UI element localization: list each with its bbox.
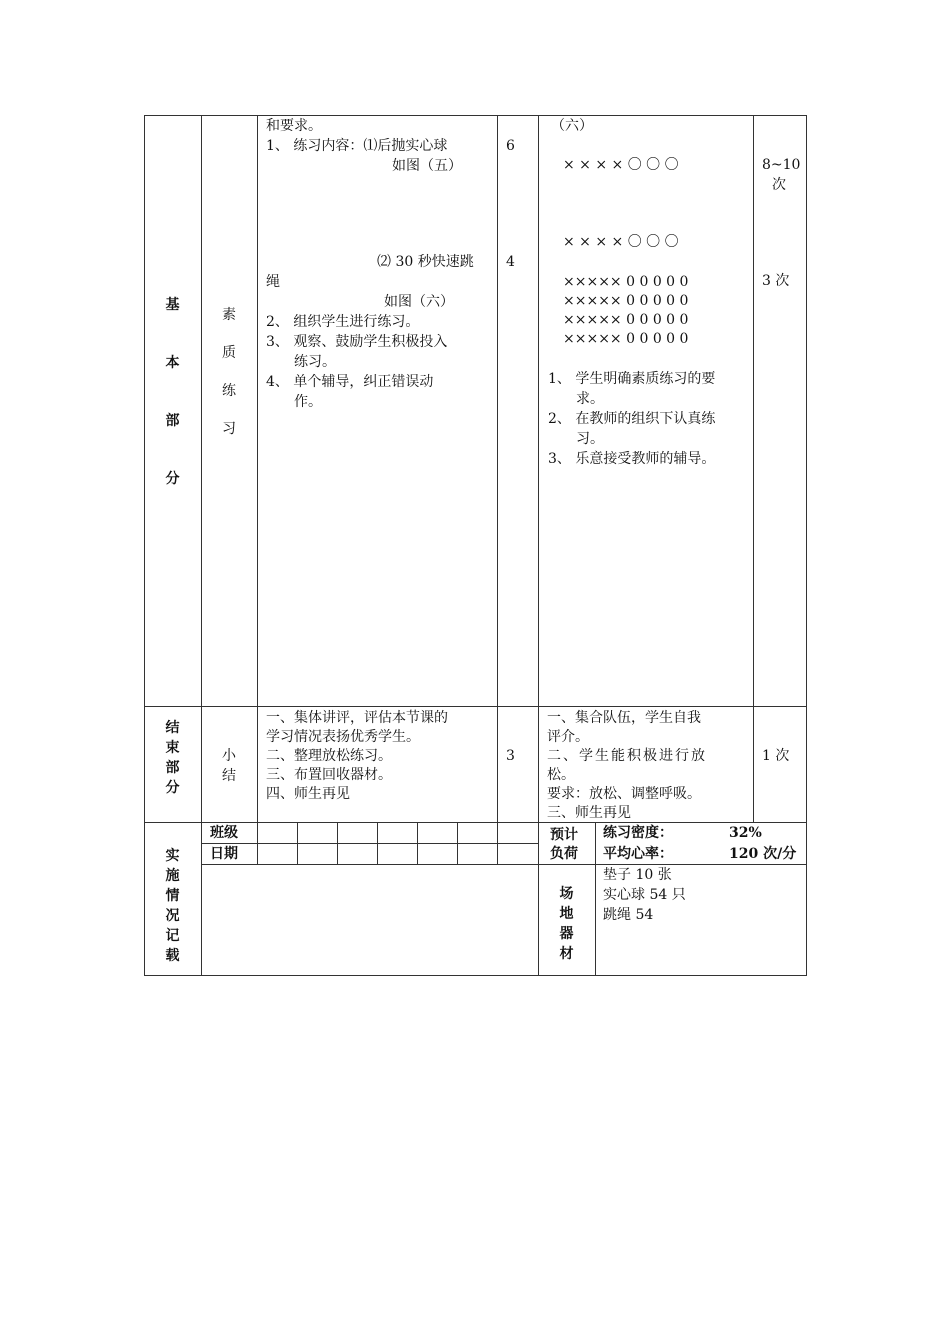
- label-char: 况: [165, 908, 180, 924]
- label-char: 分: [165, 471, 180, 487]
- end-org-line: 评介。: [547, 729, 589, 745]
- end-content-line: 四、师生再见: [266, 786, 350, 802]
- label-char: 记: [165, 928, 180, 944]
- load-label: 预计: [550, 827, 578, 843]
- grid-line: [297, 822, 298, 864]
- equipment-item: 跳绳 54: [603, 907, 654, 923]
- time-value: 3: [506, 748, 515, 764]
- col-divider-1: [201, 115, 202, 976]
- label-char: 结: [222, 768, 236, 784]
- equipment-item: 实心球 54 只: [603, 887, 686, 903]
- table-border-bottom: [144, 975, 806, 976]
- label-char: 素: [222, 307, 236, 323]
- count-value: 3 次: [762, 273, 790, 289]
- main-content-line: 和要求。: [266, 118, 322, 134]
- end-org-line: 松。: [547, 767, 575, 783]
- main-content-line: 练习。: [294, 354, 336, 370]
- heart-rate-label: 平均心率：: [603, 846, 673, 862]
- label-char: 习: [222, 421, 236, 437]
- label-char: 材: [559, 946, 574, 962]
- formation-row: × × × × 〇 〇 〇: [563, 234, 679, 250]
- label-char: 练: [222, 383, 236, 399]
- count-value: 1 次: [762, 748, 790, 764]
- section-label-record: [144, 846, 201, 966]
- density-label: 练习密度：: [603, 825, 673, 841]
- label-char: 情: [165, 888, 180, 904]
- equipment-item: 垫子 10 张: [603, 867, 672, 883]
- formation-row: × × × × 〇 〇 〇: [563, 157, 679, 173]
- main-content-line: 4、 单个辅导，纠正错误动: [266, 374, 434, 390]
- label-char: 基: [165, 297, 180, 313]
- table-border-right: [806, 115, 807, 976]
- formation-grid-row: ××××× 0 0 0 0 0: [563, 312, 689, 328]
- main-content-line: 如图（五）: [392, 158, 462, 174]
- requirement-line: 3、 乐意接受教师的辅导。: [548, 451, 716, 467]
- requirement-line: 2、 在教师的组织下认真练: [548, 411, 716, 427]
- label-char: 束: [165, 740, 180, 756]
- table-border-top: [144, 115, 806, 116]
- col-divider-4: [538, 115, 539, 976]
- label-char: 小: [222, 748, 236, 764]
- col-divider-3: [497, 115, 498, 865]
- formation-figure-label: （六）: [551, 118, 593, 134]
- grid-line: [257, 822, 258, 864]
- end-content-line: 三、布置回收器材。: [266, 767, 392, 783]
- main-content-line: ⑵ 30 秒快速跳: [377, 254, 474, 270]
- end-org-line: 三、师生再见: [547, 805, 631, 821]
- label-char: 实: [165, 848, 180, 864]
- time-value: 4: [506, 254, 515, 270]
- main-content-line: 1、 练习内容：⑴后抛实心球: [266, 138, 448, 154]
- sub-label-end: [201, 746, 257, 786]
- label-char: 分: [165, 780, 180, 796]
- equipment-label: [538, 884, 595, 964]
- density-value: 32%: [729, 825, 762, 841]
- label-char: 质: [222, 345, 236, 361]
- label-char: 场: [559, 886, 574, 902]
- record-inner-divider: [201, 864, 806, 865]
- end-content-line: 一、集体讲评，评估本节课的: [266, 710, 448, 726]
- label-char: 部: [165, 760, 180, 776]
- load-label: 负荷: [550, 846, 578, 862]
- grid-line: [417, 822, 418, 864]
- end-content-line: 二、整理放松练习。: [266, 748, 392, 764]
- formation-grid-row: ××××× 0 0 0 0 0: [563, 293, 689, 309]
- grid-line: [457, 822, 458, 864]
- requirement-line: 习。: [576, 431, 604, 447]
- col-divider-2: [257, 115, 258, 823]
- grid-line: [377, 822, 378, 864]
- col-divider-equip: [595, 822, 596, 976]
- main-content-line: 2、 组织学生进行练习。: [266, 314, 420, 330]
- label-char: 结: [165, 720, 180, 736]
- row-divider-record: [144, 822, 806, 823]
- label-char: 载: [165, 948, 180, 964]
- main-content-line: 如图（六）: [384, 294, 454, 310]
- label-char: 施: [165, 868, 180, 884]
- label-char: 器: [559, 926, 574, 942]
- requirement-line: 求。: [576, 391, 604, 407]
- section-label-end: [144, 718, 201, 798]
- label-char: 地: [559, 906, 574, 922]
- label-char: 部: [165, 413, 180, 429]
- end-org-line: 一、集合队伍，学生自我: [547, 710, 701, 726]
- main-content-line: 绳: [266, 274, 280, 290]
- class-label: 班级: [210, 825, 238, 841]
- label-char: 本: [165, 355, 180, 371]
- col-divider-5: [753, 115, 754, 823]
- end-content-line: 学习情况表扬优秀学生。: [266, 729, 420, 745]
- date-label: 日期: [210, 846, 238, 862]
- grid-line: [337, 822, 338, 864]
- formation-grid-row: ××××× 0 0 0 0 0: [563, 274, 689, 290]
- sub-label-main: [201, 305, 257, 439]
- main-content-line: 作。: [294, 394, 322, 410]
- end-org-line: 二、学生能积极进行放: [547, 748, 707, 764]
- main-content-line: 3、 观察、鼓励学生积极投入: [266, 334, 448, 350]
- row-divider-end: [144, 706, 806, 707]
- class-date-divider: [201, 843, 538, 844]
- formation-grid-row: ××××× 0 0 0 0 0: [563, 331, 689, 347]
- count-value: 8~10: [762, 157, 801, 173]
- section-label-main: [144, 295, 201, 489]
- heart-rate-value: 120 次/分: [729, 846, 797, 862]
- time-value: 6: [506, 138, 515, 154]
- requirement-line: 1、 学生明确素质练习的要: [548, 371, 716, 387]
- end-org-line: 要求：放松、调整呼吸。: [547, 786, 701, 802]
- count-value: 次: [772, 177, 786, 193]
